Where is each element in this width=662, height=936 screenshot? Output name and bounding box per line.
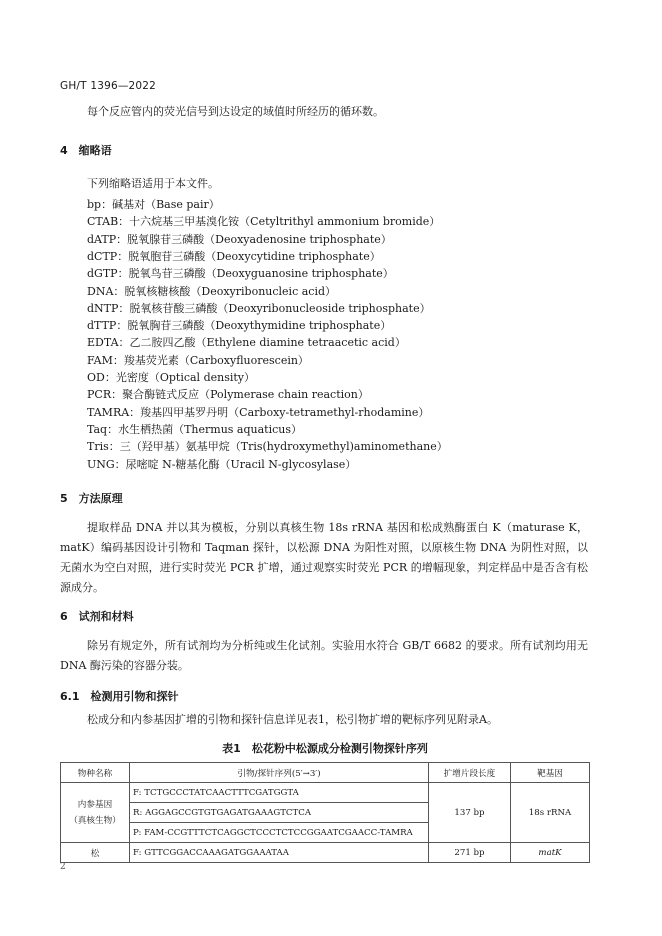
section-4-title: 4 缩略语 bbox=[60, 144, 112, 157]
abbreviation-item: PCR：聚合酶链式反应（Polymerase chain reaction） bbox=[87, 388, 369, 402]
species-line-2: （真核生物） bbox=[69, 815, 121, 826]
abbreviation-item: dTTP：脱氧胸苷三磷酸（Deoxythymidine triphosphate） bbox=[87, 319, 392, 333]
section-6-title: 6 试剂和材料 bbox=[60, 610, 134, 623]
document-code: GH/T 1396—2022 bbox=[60, 80, 157, 92]
species-cell-reference bbox=[61, 783, 130, 843]
col-species: 物种名称 bbox=[61, 763, 130, 783]
abbreviation-item: dNTP：脱氧核苷酸三磷酸（Deoxyribonucleoside triphosphate） bbox=[87, 301, 431, 315]
sequence-forward: F: TCTGCCCTATCAACTTTCGATGGTA bbox=[130, 783, 429, 803]
abbreviation-item: DNA：脱氧核糖核酸（Deoxyribonucleic acid） bbox=[87, 284, 337, 298]
section-6-1-body: 松成分和内参基因扩增的引物和探针信息详见表1，松引物扩增的靶标序列见附录A。 bbox=[87, 713, 498, 726]
table-row bbox=[61, 843, 590, 863]
abbreviation-item: Taq：水生栖热菌（Thermus aquaticus） bbox=[87, 422, 302, 436]
abbreviation-item: EDTA：乙二胺四乙酸（Ethylene diamine tetraacetic acid） bbox=[87, 336, 406, 350]
section-6-body: 除另有规定外，所有试剂均为分析纯或生化试剂。实验用水符合 GB/T 6682 的要求。所有试剂均用无 DNA 酶污染的容器分装。 bbox=[60, 639, 588, 672]
section-5-title: 5 方法原理 bbox=[60, 492, 123, 505]
species-cell-pine: 松 bbox=[61, 843, 130, 863]
sequence-pine-forward: F: GTTCGGACCAAAGATGGAAATAA bbox=[130, 843, 429, 863]
table-row bbox=[61, 783, 590, 803]
abbreviation-item: OD：光密度（Optical density） bbox=[87, 371, 256, 384]
sequence-probe: P: FAM-CCGTTTCTCAGGCTCCCTCTCCGGAATCGAACC-TAMRA bbox=[130, 823, 429, 843]
length-cell-reference: 137 bp bbox=[429, 783, 511, 843]
abbreviation-item: dATP：脱氧腺苷三磷酸（Deoxyadenosine triphosphate） bbox=[87, 232, 392, 246]
section-5-body: 提取样品 DNA 并以其为模板，分别以真核生物 18s rRNA 基因和松成熟酶蛋白 K（maturase K，matK）编码基因设计引物和 Taqman 探针，以松源 DNA 为阳性对照，以原核生物 DNA 为阴性对照，以无菌水为空白对照，进行实时荧光 PCR 扩增，通过观察实时荧光 PCR 的增幅现象，判定样品中是否含有松源成分。 bbox=[60, 521, 588, 594]
section-6-1-title: 6.1 检测用引物和探针 bbox=[60, 690, 179, 703]
section-4-intro: 下列缩略语适用于本文件。 bbox=[87, 177, 219, 190]
intro-line: 每个反应管内的荧光信号到达设定的域值时所经历的循环数。 bbox=[87, 105, 384, 118]
col-sequence: 引物/探针序列(5′→3′) bbox=[130, 763, 429, 783]
sequence-reverse: R: AGGAGCCGTGTGAGATGAAAGTCTCA bbox=[130, 803, 429, 823]
length-cell-pine: 271 bp bbox=[429, 843, 511, 863]
table-header-row bbox=[61, 763, 590, 783]
col-length: 扩增片段长度 bbox=[429, 763, 511, 783]
abbreviation-item: TAMRA：羧基四甲基罗丹明（Carboxy-tetramethyl-rhodamine） bbox=[87, 405, 430, 419]
abbreviation-item: UNG：尿嘧啶 N-糖基化酶（Uracil N-glycosylase） bbox=[87, 457, 357, 471]
page-number: 2 bbox=[60, 862, 66, 872]
abbreviation-item: dCTP：脱氧胞苷三磷酸（Deoxycytidine triphosphate） bbox=[87, 249, 381, 263]
table-caption: 表1 松花粉中松源成分检测引物探针序列 bbox=[222, 742, 428, 755]
primer-probe-table bbox=[60, 762, 590, 863]
abbreviation-item: FAM：羧基荧光素（Carboxyfluorescein） bbox=[87, 353, 309, 367]
species-line-1: 内参基因 bbox=[77, 799, 113, 810]
gene-cell-pine: matK bbox=[511, 843, 590, 863]
gene-cell-reference: 18s rRNA bbox=[511, 783, 590, 843]
abbreviation-item: dGTP：脱氧鸟苷三磷酸（Deoxyguanosine triphosphate） bbox=[87, 267, 394, 281]
abbreviation-item: Tris：三（羟甲基）氨基甲烷（Tris(hydroxymethyl)aminomethane） bbox=[87, 440, 448, 454]
abbreviation-item: CTAB：十六烷基三甲基溴化铵（Cetyltrithyl ammonium bromide） bbox=[87, 215, 441, 229]
col-gene: 靶基因 bbox=[511, 763, 590, 783]
abbreviation-item: bp：碱基对（Base pair） bbox=[87, 198, 220, 211]
